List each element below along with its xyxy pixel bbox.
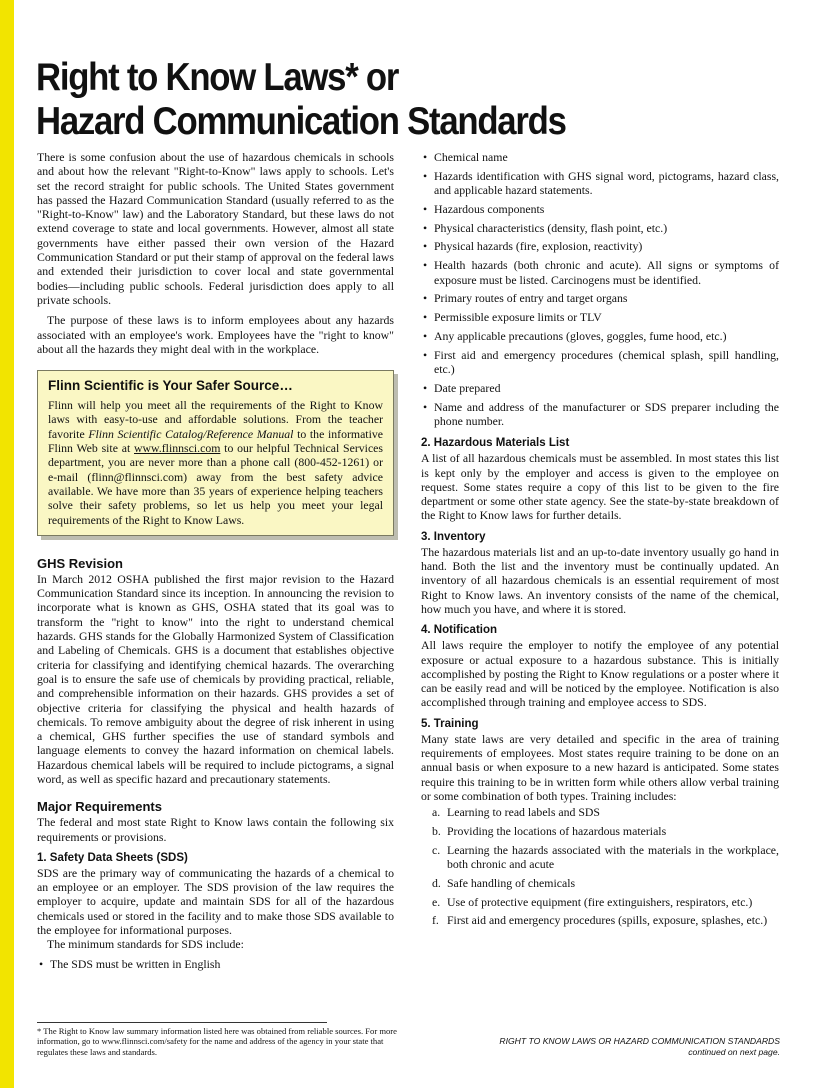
- callout-text: [48, 398, 383, 527]
- item-text: First aid and emergency procedures (spills, exposure, splashes, etc.): [447, 913, 768, 928]
- list-item: [421, 876, 779, 890]
- page-title-line-1: Right to Know Laws* or: [36, 56, 399, 99]
- running-footer: [499, 1036, 780, 1058]
- list-item: • Permissible exposure limits or TLV: [421, 310, 779, 324]
- list-item: [421, 913, 779, 927]
- item-letter: d.: [432, 875, 441, 890]
- list-item: • Name and address of the manufacturer or SDS preparer including the phone number.: [421, 400, 779, 429]
- page-title-line-2: Hazard Communication Standards: [36, 100, 566, 143]
- callout-text-part-3: to our helpful Technical Services department, you are never more than a phone call (800-452-1261) or e-mail (flinn@flinnsci.com) away from the best safety advice available. We have more than 35 years of experience helping teachers solve their safety problems, so let us help you meet your legal requirements of the Right to Know Laws.: [48, 441, 384, 527]
- item-letter: e.: [432, 894, 441, 909]
- major-requirements-text: The federal and most state Right to Know laws contain the following six requirements or provisions.: [37, 815, 394, 844]
- list-item: • Physical hazards (fire, explosion, reactivity): [421, 239, 779, 253]
- list-item: • First aid and emergency procedures (chemical splash, spill handling, etc.): [421, 348, 779, 377]
- item-letter: c.: [432, 842, 441, 857]
- list-item: • Hazardous components: [421, 202, 779, 216]
- item-text: Safe handling of chemicals: [447, 875, 576, 890]
- list-item: • Date prepared: [421, 381, 779, 395]
- notification-heading: 4. Notification: [421, 624, 498, 637]
- sds-bullet-list-start: [37, 957, 394, 971]
- ghs-text: In March 2012 OSHA published the first major revision to the Hazard Communication Standard since its inception. In announcing the revision to incorporate what is known as GHS, OSHA stated that its goal was to transform the "right to know" into the right to understand chemical hazards. GHS stands for the Globally Harmonized System of Classification and Labeling of Chemicals. GHS is a document that establishes objective criteria for classifying and identifying chemical hazards. The overarching goal is to ensure the safe use of chemicals by providing practical, reliable, and comprehensible information on their hazards. GHS provides a set of objective criteria for classifying the physical and health hazards of chemicals. To remove ambiguity about the degree of risk inherent in using a chemical, GHS further specifies the use of standard symbols and language elements to convey the hazard information on chemical labels. Hazardous chemical labels will be required to include pictograms, a signal word, as well as specific hazard and precautionary statements.: [37, 571, 394, 786]
- training-heading: 5. Training: [421, 717, 479, 730]
- list-item: • Hazards identification with GHS signal word, pictograms, hazard class, and applicable hazard statements.: [421, 169, 779, 198]
- intro-paragraph-1: There is some confusion about the use of hazardous chemicals in schools and about how the relevant "Right-to-Know" laws apply to schools. Let's set the record straight for public schools. The United States government has passed the Hazard Communication Standard (usually referred to as the "Right-to-Know" law) and the Laboratory Standard, but these laws do not extend coverage to state and local governments. However, almost all state governments have either passed their own version of the Hazard Communication Standard or put their stamp of approval on the federal laws and extended their jurisdiction to cover local and state governmental bodies—including public schools. Federal jurisdiction does apply to all private schools.: [37, 150, 394, 307]
- list-item: • Chemical name: [421, 150, 779, 164]
- continued-note: continued on next page.: [688, 1047, 780, 1057]
- item-text: Use of protective equipment (fire extinguishers, respirators, etc.): [447, 894, 753, 909]
- list-item: • Physical characteristics (density, flash point, etc.): [421, 221, 779, 235]
- callout-text-part-2: to the informative Flinn Web site at: [48, 426, 383, 456]
- list-item: • The SDS must be written in English: [37, 957, 394, 971]
- callout-text-part-1: Flinn will help you meet all the requirements of the Right to Know laws with easy-to-use and affordable solutions. From the teacher favorite: [48, 398, 383, 441]
- list-item: • Health hazards (both chronic and acute). All signs or symptoms of exposure must be listed. Carcinogens must be identified.: [421, 258, 779, 287]
- item-letter: b.: [432, 823, 441, 838]
- notification-text: All laws require the employer to notify the employee of any potential exposure or actual exposure to a hazardous substance. This is initially accomplished by posting the Right to Know regulations or a poster where it can be easily read and will be noticed by the employee. Notification is also accomplished through training and employee access to SDS.: [421, 638, 779, 710]
- list-item: [421, 895, 779, 909]
- left-column: [37, 150, 394, 975]
- intro-paragraph-2: The purpose of these laws is to inform employees about any hazards associated with an employee's work. Employees have the "right to know" about all the hazards they might deal with in the workplace.: [37, 313, 394, 356]
- flinn-callout-box: [37, 370, 394, 536]
- sds-text: SDS are the primary way of communicating the hazards of a chemical to an employee or an employer. The SDS provision of the law requires the employer to acquire, update and maintain SDS for all of the hazardous chemicals used or stored in the facility and to make those SDS available to the employee for informational purposes.: [37, 865, 394, 938]
- item-letter: a.: [432, 805, 441, 820]
- sds-heading: 1. Safety Data Sheets (SDS): [37, 851, 188, 864]
- list-item: [421, 843, 779, 872]
- training-text: Many state laws are very detailed and specific in the area of training requirements of employees. Most states require training to be done on an annual basis or when exposure to a new hazard is anticipated. Some states require this training to be in written form while others allow verbal training or some combination of both types. Training includes:: [421, 731, 779, 803]
- footnote-divider: [37, 1022, 327, 1023]
- right-column: [421, 150, 779, 932]
- major-requirements-heading: Major Requirements: [37, 799, 162, 815]
- yellow-edge-stripe: [0, 0, 14, 1088]
- footnote: * The Right to Know law summary information listed here was obtained from reliable sources. For more information, go to www.flinnsci.com/safety for the name and address of the agency in your state that regulates these laws and standards.: [37, 1026, 397, 1057]
- item-letter: f.: [432, 913, 439, 928]
- training-list: [421, 805, 779, 928]
- item-text: Learning to read labels and SDS: [447, 805, 600, 820]
- list-item: • Primary routes of entry and target organs: [421, 291, 779, 305]
- running-head-title: RIGHT TO KNOW LAWS OR HAZARD COMMUNICATION STANDARDS: [499, 1036, 780, 1046]
- hazardous-materials-list-heading: 2. Hazardous Materials List: [421, 437, 570, 450]
- item-text: Providing the locations of hazardous materials: [447, 823, 667, 838]
- item-text: Learning the hazards associated with the materials in the workplace, both chronic and acute: [447, 842, 779, 872]
- page-title: [36, 56, 712, 144]
- sds-bullet-list: [421, 150, 779, 428]
- inventory-heading: 3. Inventory: [421, 530, 486, 543]
- hazardous-materials-list-text: A list of all hazardous chemicals must be assembled. In most states this list is kept only by the employer and access is given to the employee on request. Some states require a copy of this list to be given to the fire department or some other state agency. See the state-by-state breakdown of the Right to Know laws for further details.: [421, 451, 779, 523]
- sds-minimum-standards: The minimum standards for SDS include:: [47, 937, 244, 952]
- inventory-text: The hazardous materials list and an up-to-date inventory usually go hand in hand. Both the list and the inventory must be continually updated. An inventory of all hazardous chemicals is an essential requirement of most Right to Know laws. An inventory consists of the name of the chemical, how much you have, and where it is stored.: [421, 544, 779, 616]
- ghs-heading: GHS Revision: [37, 555, 123, 571]
- list-item: [421, 805, 779, 819]
- catalog-name: Flinn Scientific Catalog/Reference Manual: [88, 426, 294, 441]
- list-item: [421, 824, 779, 838]
- callout-heading: Flinn Scientific is Your Safer Source…: [48, 378, 293, 394]
- website-link[interactable]: www.flinnsci.com: [134, 441, 221, 456]
- list-item: • Any applicable precautions (gloves, goggles, fume hood, etc.): [421, 329, 779, 343]
